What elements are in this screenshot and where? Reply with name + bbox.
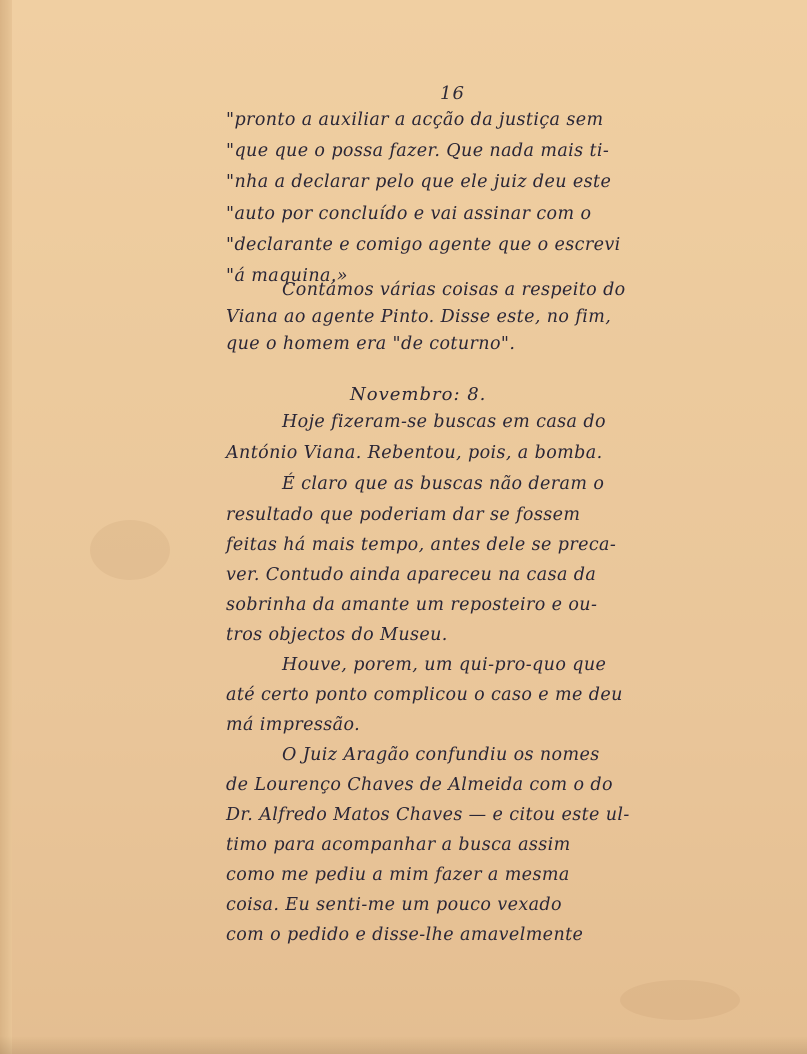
page-binding-edge xyxy=(0,0,12,1054)
text-line: "á maquina.» xyxy=(226,266,348,286)
text-line: O Juiz Aragão confundiu os nomes xyxy=(282,745,600,765)
text-line: Hoje fizeram-se buscas em casa do xyxy=(282,412,606,432)
text-line: feitas há mais tempo, antes dele se preca- xyxy=(226,535,617,555)
text-line: "pronto a auxiliar a acção da justiça sem xyxy=(226,110,604,130)
text-line: "nha a declarar pelo que ele juiz deu este xyxy=(226,172,612,192)
text-line: "que que o possa fazer. Que nada mais ti- xyxy=(226,141,610,161)
text-line: coisa. Eu senti-me um pouco vexado xyxy=(226,895,562,915)
text-line: Houve, porem, um qui-pro-quo que xyxy=(282,655,607,675)
text-line: António Viana. Rebentou, pois, a bomba. xyxy=(226,443,603,463)
text-line: sobrinha da amante um reposteiro e ou- xyxy=(226,595,598,615)
text-line: Contámos várias coisas a respeito do xyxy=(282,280,626,300)
text-line: "auto por concluído e vai assinar com o xyxy=(226,204,592,224)
text-line: timo para acompanhar a busca assim xyxy=(226,835,571,855)
text-line: má impressão. xyxy=(226,715,361,735)
text-line: Viana ao agente Pinto. Disse este, no fim, xyxy=(226,307,612,327)
text-line: que o homem era "de coturno". xyxy=(226,334,516,354)
text-line: É claro que as buscas não deram o xyxy=(282,474,605,494)
page-number: 16 xyxy=(440,83,465,104)
text-line: "declarante e comigo agente que o escrevi xyxy=(226,235,621,255)
paper-stain xyxy=(90,520,170,580)
text-line: com o pedido e disse-lhe amavelmente xyxy=(226,925,584,945)
paper-stain xyxy=(620,980,740,1020)
text-line: ver. Contudo ainda apareceu na casa da xyxy=(226,565,597,585)
handwritten-text-block xyxy=(226,110,721,945)
text-line: resultado que poderiam dar se fossem xyxy=(226,505,581,525)
text-line: até certo ponto complicou o caso e me deu xyxy=(226,685,623,705)
text-line: tros objectos do Museu. xyxy=(226,625,448,645)
page-bottom-shadow xyxy=(0,1036,807,1054)
date-heading: Novembro: 8. xyxy=(350,384,487,405)
text-line: de Lourenço Chaves de Almeida com o do xyxy=(226,775,613,795)
text-line: Dr. Alfredo Matos Chaves — e citou este ul- xyxy=(226,805,630,825)
text-line: como me pediu a mim fazer a mesma xyxy=(226,865,570,885)
